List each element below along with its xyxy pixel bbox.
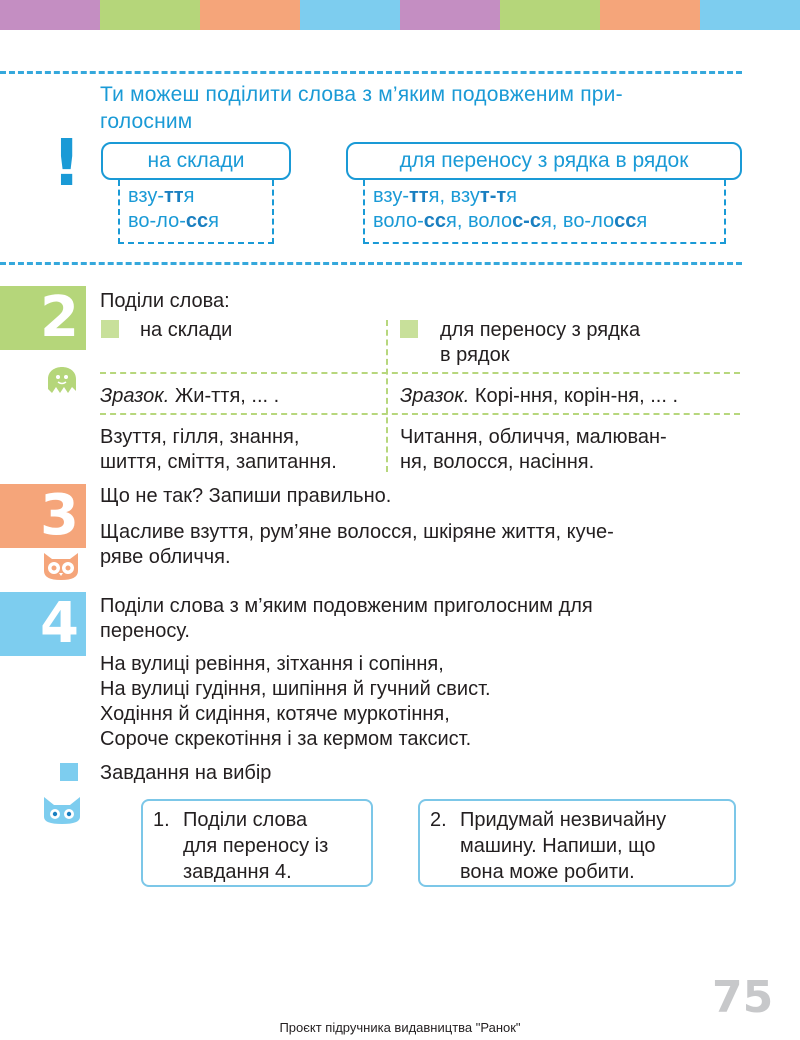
task-2-row-divider xyxy=(100,413,740,415)
stripe xyxy=(300,0,400,30)
task-2-words-right-2: ня, волосся, насіння. xyxy=(400,451,595,473)
blue-square-icon xyxy=(60,763,78,781)
rule-top-divider xyxy=(0,71,742,74)
task-2-col-left-label: на склади xyxy=(140,319,233,341)
example-line: воло-сся, волос-ся, во-лосся xyxy=(373,210,648,232)
rule-box-syllables-title: на склади xyxy=(147,149,245,172)
task-2-sample-left: Зразок. Жи-ття, ... . xyxy=(100,385,280,407)
example-line: взу-ття xyxy=(128,185,195,207)
task-2-row-divider xyxy=(100,372,740,374)
task-3-title: Що не так? Запиши правильно. xyxy=(100,485,392,507)
task-2-number: 2 xyxy=(40,285,79,350)
green-square-icon xyxy=(400,320,418,338)
poem-line: На вулиці гудіння, шипіння й гучний свист. xyxy=(100,678,491,700)
task-3-text-2: ряве обличчя. xyxy=(100,546,231,568)
stripe xyxy=(400,0,500,30)
stripe xyxy=(100,0,200,30)
task-2-column-divider xyxy=(386,320,388,472)
cat-icon xyxy=(42,795,82,825)
task-4-number-block xyxy=(0,592,86,656)
poem-line: Ходіння й сидіння, котяче муркотіння, xyxy=(100,703,450,725)
poem-line: Сороче скрекотіння і за кермом таксист. xyxy=(100,728,472,750)
rule-line-1: Ти можеш поділити слова з м’яким подовженим при- xyxy=(100,83,623,106)
choice-option-2-text: Придумай незвичайну машину. Напиши, що вона може робити. xyxy=(460,809,667,883)
task-2-number-block xyxy=(0,286,86,350)
task-2-words-right-1: Читання, обличчя, малюван- xyxy=(400,426,667,448)
rule-box-hyphenation xyxy=(346,142,742,180)
owl-icon xyxy=(42,551,80,581)
choice-option-1 xyxy=(141,799,373,887)
task-2-words-left-1: Взуття, гілля, знання, xyxy=(100,426,300,448)
choice-option-2 xyxy=(418,799,736,887)
choice-title: Завдання на вибір xyxy=(100,762,272,784)
task-4-title-2: переносу. xyxy=(100,620,190,642)
rule-box-hyphenation-title: для переносу з рядка в рядок xyxy=(399,149,689,172)
task-2-col-right-label-2: в рядок xyxy=(440,344,510,366)
task-4-number: 4 xyxy=(40,591,79,656)
task-3-text-1: Щасливе взуття, рум’яне волосся, шкіряне життя, куче- xyxy=(100,521,614,543)
exclamation-icon: ! xyxy=(52,127,82,201)
stripe xyxy=(0,0,100,30)
footer-text: Проєкт підручника видавництва "Ранок" xyxy=(279,1020,521,1035)
jellyfish-icon xyxy=(44,357,80,397)
poem-line: На вулиці ревіння, зітхання і сопіння, xyxy=(100,653,444,675)
rule-line-2: голосним xyxy=(100,110,193,133)
rule-bottom-divider xyxy=(0,262,742,265)
green-square-icon xyxy=(101,320,119,338)
task-4-title-1: Поділи слова з м’яким подовженим приголосним для xyxy=(100,595,593,617)
top-color-stripes xyxy=(0,0,800,30)
task-2-title: Поділи слова: xyxy=(100,290,230,312)
choice-option-2-number: 2. xyxy=(430,809,447,831)
task-2-col-right-label-1: для переносу з рядка xyxy=(440,319,641,341)
stripe xyxy=(600,0,700,30)
rule-box-syllables xyxy=(101,142,291,180)
rule-text xyxy=(100,81,740,135)
stripe xyxy=(200,0,300,30)
task-2-words-left-2: шиття, сміття, запитання. xyxy=(100,451,337,473)
stripe xyxy=(700,0,800,30)
rule-examples-syllables xyxy=(118,180,274,244)
rule-examples-hyphenation xyxy=(363,180,726,244)
task-2-sample-right: Зразок. Корі-ння, корін-ня, ... . xyxy=(400,385,679,407)
choice-option-1-text: Поділи слова для переносу із завдання 4. xyxy=(183,809,329,883)
page-number: 75 xyxy=(712,972,774,1023)
task-3-number: 3 xyxy=(40,483,79,548)
choice-option-1-number: 1. xyxy=(153,809,170,831)
task-3-number-block xyxy=(0,484,86,548)
stripe xyxy=(500,0,600,30)
example-line: во-ло-сся xyxy=(128,210,219,232)
example-line: взу-ття, взут-тя xyxy=(373,185,517,207)
